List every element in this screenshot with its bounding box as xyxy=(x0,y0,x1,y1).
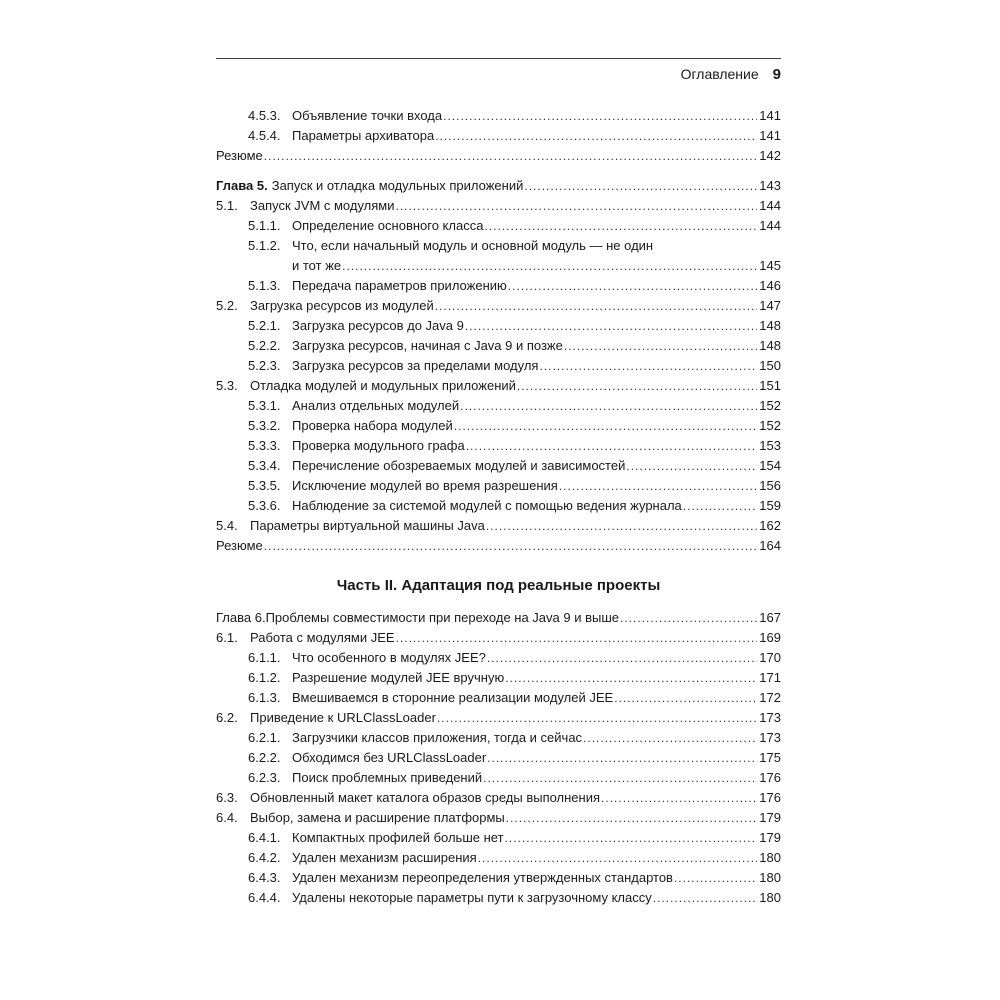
toc-entry[interactable] xyxy=(216,748,781,768)
dot-leader xyxy=(538,356,757,376)
entry-title: Отладка модулей и модульных приложений xyxy=(250,378,516,393)
toc-entry[interactable] xyxy=(216,788,781,808)
page-number: 173 xyxy=(759,730,781,745)
dot-leader xyxy=(652,888,758,908)
page-number: 156 xyxy=(759,478,781,493)
entry-number: 6.1.1. xyxy=(248,650,281,665)
entry-title: Перечисление обозреваемых модулей и зависимостей xyxy=(292,458,626,473)
entry-title: Резюме xyxy=(216,148,263,163)
entry-title: Проверка набора модулей xyxy=(292,418,453,433)
dot-leader xyxy=(504,668,757,688)
running-head-page-number: 9 xyxy=(772,66,781,83)
chapter-label: Глава 6. xyxy=(216,610,266,625)
dot-leader xyxy=(600,788,757,808)
entry-title: Поиск проблемных приведений xyxy=(292,770,483,785)
entry-number: 6.4.3. xyxy=(248,870,281,885)
running-head xyxy=(216,66,781,90)
dot-leader xyxy=(582,728,757,748)
page-number: 176 xyxy=(759,790,781,805)
entry-number: 5.1.2. xyxy=(248,238,281,253)
page-number: 180 xyxy=(759,850,781,865)
toc-entry[interactable] xyxy=(216,868,781,888)
entry-title: Удалены некоторые параметры пути к загрузочному классу xyxy=(292,890,652,905)
toc-entry[interactable] xyxy=(216,436,781,456)
entry-title: Работа с модулями JEE xyxy=(250,630,395,645)
entry-number: 6.4.1. xyxy=(248,830,281,845)
dot-leader xyxy=(486,648,757,668)
toc-entry[interactable] xyxy=(216,668,781,688)
entry-number: 6.1.3. xyxy=(248,690,281,705)
book-page xyxy=(216,58,781,908)
dot-leader xyxy=(434,126,757,146)
entry-number: 6.2.2. xyxy=(248,750,281,765)
toc-entry[interactable] xyxy=(216,456,781,476)
dot-leader xyxy=(483,216,757,236)
entry-title-line2: и тот же xyxy=(292,258,342,273)
dot-leader xyxy=(341,256,757,276)
entry-number: 4.5.3. xyxy=(248,108,281,123)
page-number: 173 xyxy=(759,710,781,725)
toc-entry[interactable] xyxy=(216,808,781,828)
dot-leader xyxy=(485,516,757,536)
toc-group xyxy=(216,276,781,556)
toc-entry[interactable] xyxy=(216,496,781,516)
toc-entry[interactable] xyxy=(216,336,781,356)
entry-title: Загрузка ресурсов из модулей xyxy=(250,298,434,313)
page-number: 175 xyxy=(759,750,781,765)
entry-title: Определение основного класса xyxy=(292,218,484,233)
entry-number: 6.4.4. xyxy=(248,890,281,905)
toc-entry[interactable] xyxy=(216,536,781,556)
entry-number: 6.2.1. xyxy=(248,730,281,745)
entry-number: 5.2.2. xyxy=(248,338,281,353)
page-number: 148 xyxy=(759,338,781,353)
page-number: 169 xyxy=(759,630,781,645)
entry-number: 5.1. xyxy=(216,198,238,213)
page-number: 179 xyxy=(759,830,781,845)
entry-number: 5.1.1. xyxy=(248,218,281,233)
entry-number: 5.3. xyxy=(216,378,238,393)
page-number: 164 xyxy=(759,538,781,553)
toc-chapter-5[interactable] xyxy=(216,176,781,196)
chapter-title: Запуск и отладка модульных приложений xyxy=(271,178,524,193)
table-of-contents xyxy=(216,106,781,908)
toc-entry[interactable] xyxy=(216,196,781,216)
entry-number: 4.5.4. xyxy=(248,128,281,143)
page-number: 147 xyxy=(759,298,781,313)
dot-leader xyxy=(434,296,758,316)
dot-leader xyxy=(505,808,758,828)
dot-leader xyxy=(523,176,757,196)
entry-title: Объявление точки входа xyxy=(292,108,443,123)
page-number: 154 xyxy=(759,458,781,473)
page-number: 153 xyxy=(759,438,781,453)
toc-entry[interactable] xyxy=(216,316,781,336)
toc-entry[interactable] xyxy=(216,728,781,748)
toc-entry[interactable] xyxy=(216,106,781,126)
entry-title: Обходимся без URLClassLoader xyxy=(292,750,487,765)
toc-entry[interactable] xyxy=(216,356,781,376)
page-number: 143 xyxy=(759,178,781,193)
page-number: 180 xyxy=(759,870,781,885)
entry-number: 6.1. xyxy=(216,630,238,645)
entry-number: 5.3.2. xyxy=(248,418,281,433)
entry-title: Загрузка ресурсов за пределами модуля xyxy=(292,358,539,373)
dot-leader xyxy=(563,336,757,356)
page-number: 141 xyxy=(759,128,781,143)
entry-title: Параметры архиватора xyxy=(292,128,435,143)
entry-title: Анализ отдельных модулей xyxy=(292,398,460,413)
page-number: 171 xyxy=(759,670,781,685)
entry-number: 6.4.2. xyxy=(248,850,281,865)
entry-number: 5.2. xyxy=(216,298,238,313)
page-number: 145 xyxy=(759,258,781,273)
entry-number: 5.3.4. xyxy=(248,458,281,473)
entry-title: Загрузка ресурсов до Java 9 xyxy=(292,318,464,333)
entry-title: Удален механизм расширения xyxy=(292,850,477,865)
dot-leader xyxy=(558,476,757,496)
entry-title: Вмешиваемся в сторонние реализации модулей JEE xyxy=(292,690,614,705)
dot-leader xyxy=(477,848,758,868)
page-number: 159 xyxy=(759,498,781,513)
entry-number: 5.1.3. xyxy=(248,278,281,293)
toc-entry-two-line[interactable] xyxy=(216,236,781,276)
dot-leader xyxy=(453,416,758,436)
page-number: 179 xyxy=(759,810,781,825)
entry-title: Компактных профилей больше нет xyxy=(292,830,504,845)
page-number: 167 xyxy=(759,610,781,625)
entry-title: Разрешение модулей JEE вручную xyxy=(292,670,505,685)
page-number: 148 xyxy=(759,318,781,333)
dot-leader xyxy=(504,828,758,848)
page-number: 151 xyxy=(759,378,781,393)
toc-entry[interactable] xyxy=(216,516,781,536)
entry-number: 6.2. xyxy=(216,710,238,725)
dot-leader xyxy=(507,276,758,296)
toc-entry[interactable] xyxy=(216,888,781,908)
entry-number: 6.3. xyxy=(216,790,238,805)
dot-leader xyxy=(464,316,757,336)
toc-entry[interactable] xyxy=(216,768,781,788)
dot-leader xyxy=(613,688,757,708)
entry-number: 6.4. xyxy=(216,810,238,825)
entry-number: 5.2.3. xyxy=(248,358,281,373)
entry-title: Что особенного в модулях JEE? xyxy=(292,650,486,665)
entry-title: Резюме xyxy=(216,538,263,553)
toc-chapter-6[interactable] xyxy=(216,608,781,628)
chapter-label: Глава 5. xyxy=(216,178,268,193)
page-number: 180 xyxy=(759,890,781,905)
toc-entry[interactable] xyxy=(216,688,781,708)
entry-title: Выбор, замена и расширение платформы xyxy=(250,810,505,825)
toc-entry[interactable] xyxy=(216,848,781,868)
dot-leader xyxy=(465,436,758,456)
entry-title: Запуск JVM с модулями xyxy=(250,198,395,213)
toc-entry[interactable] xyxy=(216,376,781,396)
toc-entry[interactable] xyxy=(216,126,781,146)
toc-entry[interactable] xyxy=(216,416,781,436)
entry-title-line1: Что, если начальный модуль и основной модуль — не один xyxy=(292,238,654,253)
entry-title: Наблюдение за системой модулей с помощью ведения журнала xyxy=(292,498,682,513)
toc-entry[interactable] xyxy=(216,476,781,496)
page-number: 152 xyxy=(759,418,781,433)
entry-title: Обновленный макет каталога образов среды выполнения xyxy=(250,790,601,805)
toc-entry[interactable] xyxy=(216,628,781,648)
toc-entry[interactable] xyxy=(216,396,781,416)
toc-group xyxy=(216,628,781,908)
entry-number: 5.4. xyxy=(216,518,238,533)
toc-group xyxy=(216,196,781,236)
dot-leader xyxy=(395,196,758,216)
page-number: 144 xyxy=(759,218,781,233)
toc-entry[interactable] xyxy=(216,708,781,728)
entry-number: 5.2.1. xyxy=(248,318,281,333)
toc-entry[interactable] xyxy=(216,828,781,848)
dot-leader xyxy=(482,768,757,788)
page-number: 162 xyxy=(759,518,781,533)
entry-title: Загрузчики классов приложения, тогда и сейчас xyxy=(292,730,583,745)
entry-number: 5.3.3. xyxy=(248,438,281,453)
toc-group xyxy=(216,106,781,166)
entry-number: 5.3.6. xyxy=(248,498,281,513)
entry-title: Исключение модулей во время разрешения xyxy=(292,478,558,493)
chapter-title: Проблемы совместимости при переходе на Java 9 и выше xyxy=(265,610,619,625)
toc-entry[interactable] xyxy=(216,276,781,296)
page-number: 150 xyxy=(759,358,781,373)
page-number: 144 xyxy=(759,198,781,213)
part-title: Часть II. Адаптация под реальные проекты xyxy=(336,577,661,594)
page-number: 170 xyxy=(759,650,781,665)
dot-leader xyxy=(682,496,758,516)
page-number: 142 xyxy=(759,148,781,163)
page-number: 152 xyxy=(759,398,781,413)
dot-leader xyxy=(459,396,757,416)
running-head-title: Оглавление xyxy=(680,66,759,82)
entry-number: 5.3.5. xyxy=(248,478,281,493)
entry-title: Передача параметров приложению xyxy=(292,278,507,293)
toc-entry[interactable] xyxy=(216,296,781,316)
entry-number: 6.1.2. xyxy=(248,670,281,685)
dot-leader xyxy=(619,608,757,628)
page-number: 172 xyxy=(759,690,781,705)
entry-title: Параметры виртуальной машины Java xyxy=(250,518,485,533)
dot-leader xyxy=(263,146,758,166)
entry-title: Приведение к URLClassLoader xyxy=(250,710,436,725)
entry-title: Удален механизм переопределения утвержденных стандартов xyxy=(292,870,673,885)
page-number: 176 xyxy=(759,770,781,785)
dot-leader xyxy=(436,708,757,728)
entry-title: Проверка модульного графа xyxy=(292,438,465,453)
toc-entry[interactable] xyxy=(216,648,781,668)
entry-number: 6.2.3. xyxy=(248,770,281,785)
dot-leader xyxy=(263,536,758,556)
dot-leader xyxy=(516,376,757,396)
entry-number: 5.3.1. xyxy=(248,398,281,413)
page-number: 146 xyxy=(759,278,781,293)
header-rule xyxy=(216,58,781,59)
toc-entry[interactable] xyxy=(216,146,781,166)
toc-entry[interactable] xyxy=(216,216,781,236)
dot-leader xyxy=(442,106,757,126)
dot-leader xyxy=(673,868,757,888)
entry-title: Загрузка ресурсов, начиная с Java 9 и позже xyxy=(292,338,563,353)
dot-leader xyxy=(395,628,758,648)
dot-leader xyxy=(625,456,757,476)
page-number: 141 xyxy=(759,108,781,123)
dot-leader xyxy=(486,748,757,768)
